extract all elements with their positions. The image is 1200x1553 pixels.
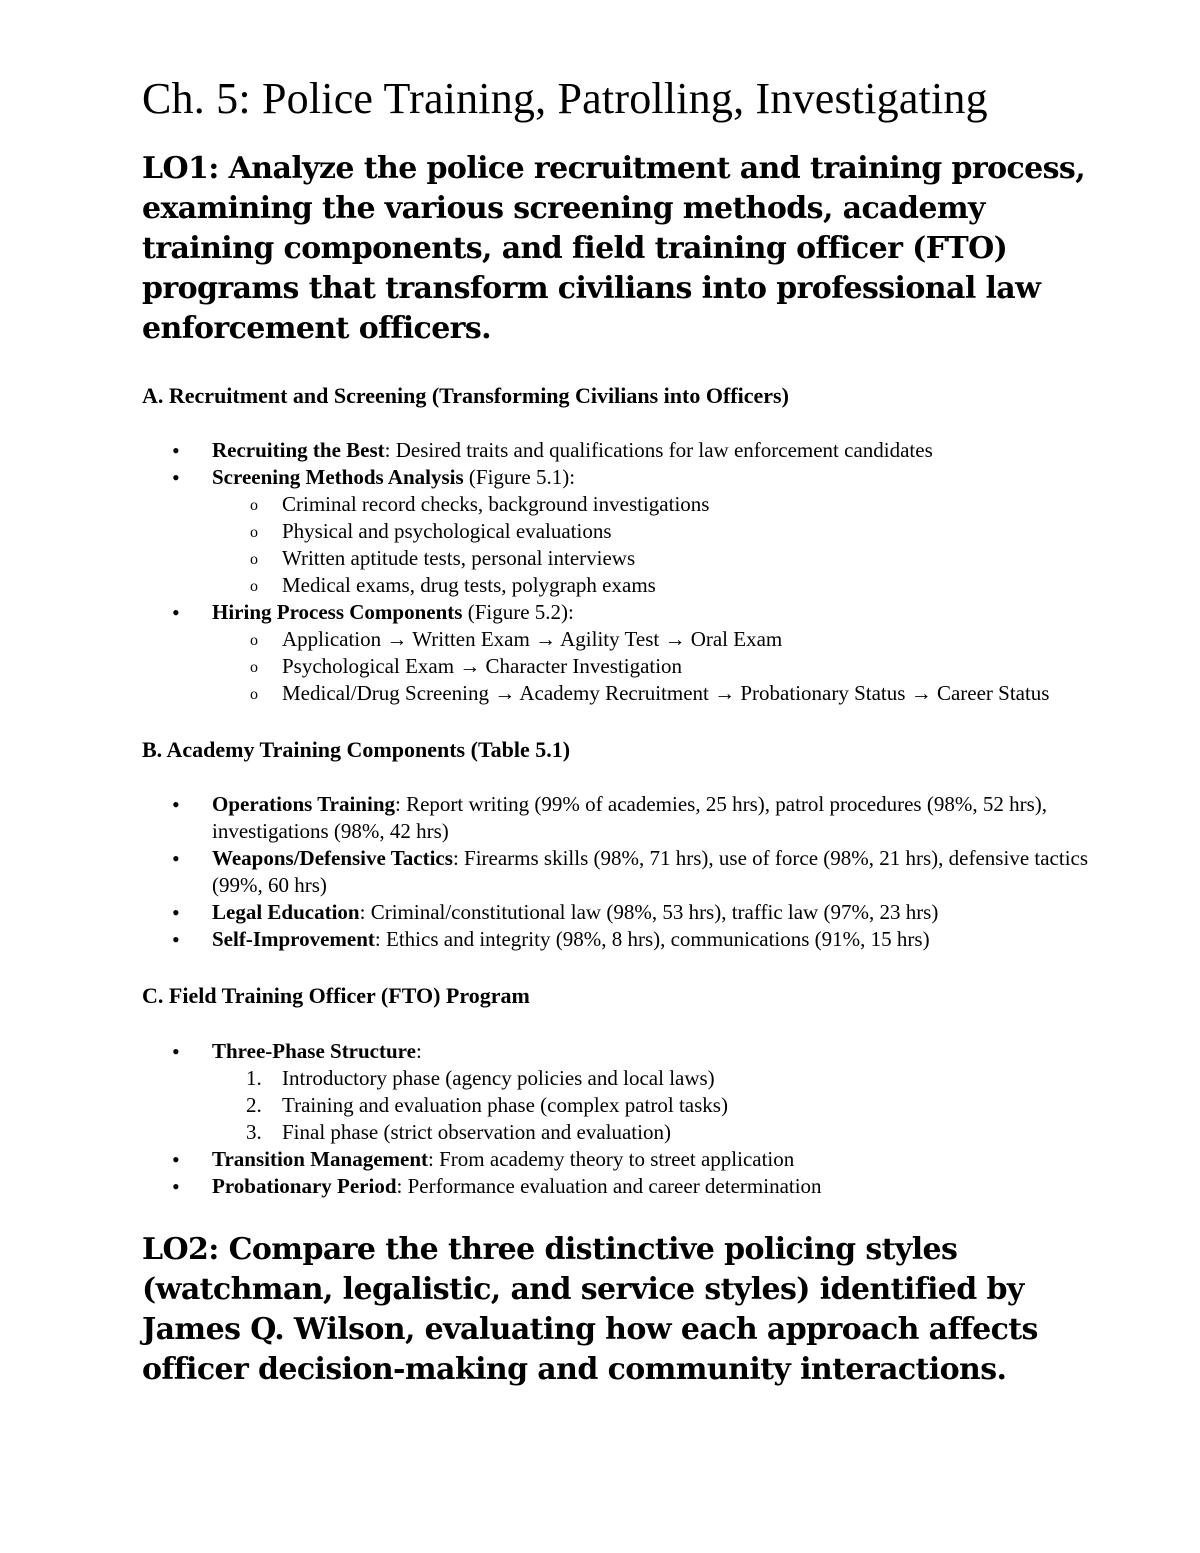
- section-a-list: [142, 437, 1104, 707]
- item-text: : Report writing (99% of academies, 25 hrs), patrol procedures (98%, 52 hrs), investigations (98%, 42 hrs): [212, 792, 1047, 844]
- item-number: 3.: [246, 1119, 262, 1144]
- sub-list-item: o Physical and psychological evaluations: [212, 518, 1104, 545]
- list-item: [142, 599, 1104, 707]
- sub-list-item: o Psychological Exam → Character Investigation: [212, 653, 1104, 680]
- item-text: : Criminal/constitutional law (98%, 53 hrs), traffic law (97%, 23 hrs): [359, 900, 939, 925]
- list-item: [142, 791, 1104, 845]
- sub-list-item: o Application → Written Exam → Agility Test → Oral Exam: [212, 626, 1104, 653]
- list-item: [142, 926, 1104, 953]
- numbered-item: [212, 1065, 1104, 1092]
- sub-list: [212, 626, 1104, 707]
- item-term: Hiring Process Components: [212, 599, 463, 624]
- learning-objective-2: LO2: Compare the three distinctive policing styles (watchman, legalistic, and service styles) identified by James Q. Wilson, evaluating how each approach affects officer decision-making and community interactions.: [142, 1231, 1038, 1387]
- page-title: Ch. 5: Police Training, Patrolling, Investigating: [142, 74, 988, 123]
- numbered-item: [212, 1119, 1104, 1146]
- item-text: : Firearms skills (98%, 71 hrs), use of force (98%, 21 hrs), defensive tactics (99%, 60 hrs): [212, 846, 1089, 898]
- sub-list-item: o Criminal record checks, background investigations: [212, 491, 1104, 518]
- item-term: Operations Training: [212, 792, 396, 817]
- list-item: [142, 845, 1104, 899]
- item-term: Probationary Period: [212, 1173, 397, 1198]
- list-item: [142, 1146, 1104, 1173]
- sub-list-item: o Medical/Drug Screening → Academy Recruitment → Probationary Status → Career Status: [212, 680, 1104, 707]
- section-c-list: [142, 1038, 1104, 1200]
- sub-list-item: o Medical exams, drug tests, polygraph exams: [212, 572, 1104, 599]
- section-b-heading: B. Academy Training Components (Table 5.1): [142, 736, 571, 762]
- sub-list: [212, 491, 1104, 599]
- item-term: Transition Management: [212, 1146, 429, 1171]
- section-a-heading: A. Recruitment and Screening (Transforming Civilians into Officers): [142, 382, 789, 408]
- item-text: : Desired traits and qualifications for law enforcement candidates: [384, 437, 933, 462]
- list-item: [142, 1038, 1104, 1146]
- numbered-item-text: Introductory phase (agency policies and local laws): [282, 1065, 715, 1090]
- sub-list-item: o Written aptitude tests, personal interviews: [212, 545, 1104, 572]
- item-text: : From academy theory to street application: [428, 1146, 795, 1171]
- item-term: Recruiting the Best: [212, 437, 385, 462]
- numbered-item-text: Training and evaluation phase (complex patrol tasks): [282, 1092, 728, 1117]
- item-text: (Figure 5.1):: [463, 464, 576, 489]
- section-c-heading: C. Field Training Officer (FTO) Program: [142, 983, 530, 1009]
- list-item: [142, 1173, 1104, 1200]
- item-text: (Figure 5.2):: [462, 599, 574, 624]
- section-a: [142, 383, 1104, 707]
- learning-objective-1: LO1: Analyze the police recruitment and training process, examining the various screening methods, academy training components, and field training officer (FTO) programs that transform civilians into professional law enforcement officers.: [142, 150, 1086, 346]
- item-text: :: [415, 1038, 422, 1063]
- item-term: Three-Phase Structure: [212, 1038, 416, 1063]
- list-item: [142, 464, 1104, 599]
- item-text: : Performance evaluation and career determination: [396, 1173, 822, 1198]
- list-item: [142, 899, 1104, 926]
- section-b: [142, 737, 1104, 953]
- item-term: Weapons/Defensive Tactics: [212, 846, 453, 871]
- item-number: 1.: [246, 1065, 262, 1090]
- item-number: 2.: [246, 1092, 262, 1117]
- list-item: [142, 437, 1104, 464]
- item-term: Legal Education: [212, 900, 360, 925]
- item-term: Self-Improvement: [212, 927, 375, 952]
- section-c: [142, 983, 1104, 1199]
- item-text: : Ethics and integrity (98%, 8 hrs), communications (91%, 15 hrs): [374, 927, 930, 952]
- section-b-list: [142, 791, 1104, 953]
- numbered-list: [212, 1065, 1104, 1146]
- numbered-item-text: Final phase (strict observation and evaluation): [282, 1119, 671, 1144]
- numbered-item: [212, 1092, 1104, 1119]
- item-term: Screening Methods Analysis: [212, 464, 464, 489]
